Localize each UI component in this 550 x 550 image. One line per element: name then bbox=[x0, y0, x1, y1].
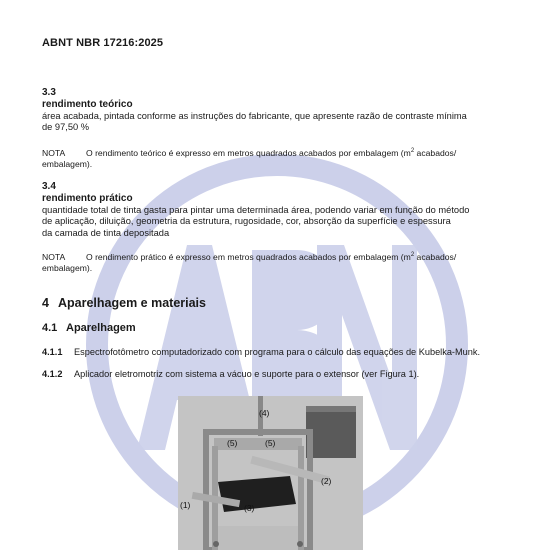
section-4-1-title: Aparelhagem bbox=[66, 322, 136, 334]
item-text: Aplicador eletromotriz com sistema a vácuo e suporte para o extensor (ver Figura 1). bbox=[74, 369, 420, 379]
note-text: embalagem). bbox=[42, 159, 93, 170]
definition-line: de 97,50 % bbox=[42, 122, 90, 133]
figure-label-4: (4) bbox=[259, 408, 270, 418]
figure-label-2: (2) bbox=[321, 476, 332, 486]
applicator-photo-drawing bbox=[178, 396, 363, 550]
section-3-3-term: rendimento teórico bbox=[42, 99, 133, 110]
note-text: O rendimento teórico é expresso em metros quadrados acabados por embalagem (m bbox=[86, 147, 411, 158]
definition-line: quantidade total de tinta gasta para pintar uma determinada área, podendo variar em função do método bbox=[42, 205, 470, 215]
item-4-1-1 bbox=[42, 347, 480, 357]
definition-line: da camada de tinta depositada bbox=[42, 227, 170, 238]
item-number: 4.1.1 bbox=[42, 347, 63, 357]
figure-label-5-right: (5) bbox=[265, 438, 276, 448]
figure-label-1: (1) bbox=[180, 500, 191, 510]
note-text: acabados/ bbox=[414, 251, 457, 262]
section-3-4-note bbox=[42, 250, 456, 274]
section-3-4-definition bbox=[42, 205, 469, 239]
section-4-heading bbox=[42, 296, 206, 310]
note-label: NOTA bbox=[42, 147, 66, 158]
section-3-3-number: 3.3 bbox=[42, 87, 56, 98]
definition-line: de aplicação, diluição, geometria da estrutura, rugosidade, cor, absorção da superfície e espessura bbox=[42, 216, 451, 227]
section-3-4-number: 3.4 bbox=[42, 181, 56, 192]
section-4-1-number: 4.1 bbox=[42, 322, 58, 334]
section-4-number: 4 bbox=[42, 296, 49, 310]
note-superscript: 2 bbox=[410, 252, 415, 258]
item-text: Espectrofotômetro computadorizado com programa para o cálculo das equações de Kubelka-Munk. bbox=[74, 347, 481, 357]
section-4-1-heading bbox=[42, 322, 136, 334]
section-3-3-note bbox=[42, 146, 456, 170]
note-text: embalagem). bbox=[42, 263, 93, 274]
figure-label-5-left: (5) bbox=[227, 438, 238, 448]
item-number: 4.1.2 bbox=[42, 369, 63, 379]
note-superscript: 2 bbox=[410, 148, 415, 154]
section-3-3-definition bbox=[42, 111, 467, 134]
standard-header: ABNT NBR 17216:2025 bbox=[42, 37, 164, 49]
section-3-4-term: rendimento prático bbox=[42, 193, 133, 204]
note-text: acabados/ bbox=[414, 147, 457, 158]
figure-1-photo bbox=[178, 396, 363, 550]
definition-line: área acabada, pintada conforme as instruções do fabricante, que apresente razão de contraste mínima bbox=[42, 111, 467, 121]
note-text: O rendimento prático é expresso em metros quadrados acabados por embalagem (m bbox=[86, 251, 411, 262]
section-4-title: Aparelhagem e materiais bbox=[58, 296, 206, 310]
item-4-1-2 bbox=[42, 369, 419, 379]
figure-label-3: (3) bbox=[244, 503, 255, 513]
note-label: NOTA bbox=[42, 251, 66, 262]
